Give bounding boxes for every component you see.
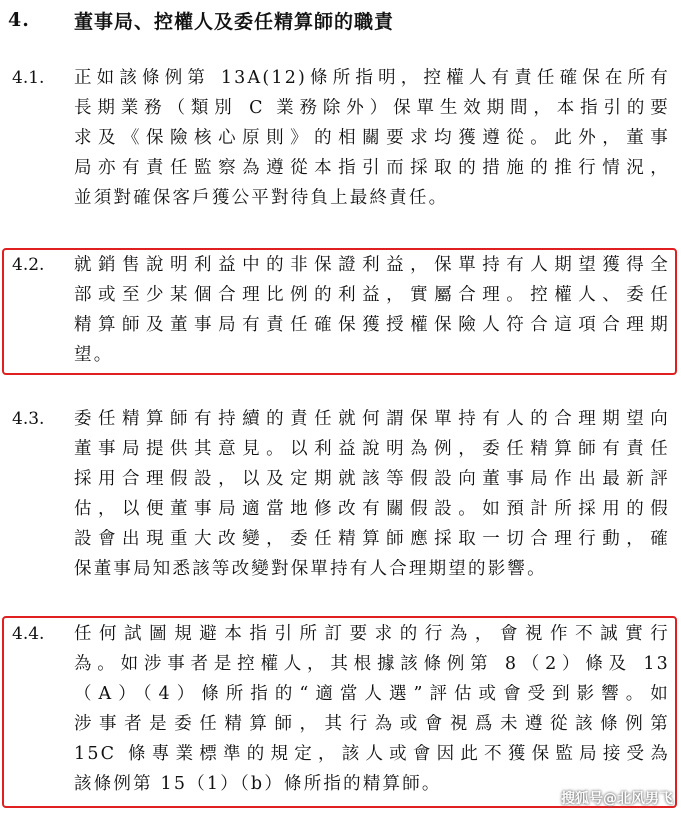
clause-line: 該條例第 15（1）（b）條所指的精算師。 xyxy=(74,774,442,794)
clause-body xyxy=(74,63,670,213)
clause-4-1 xyxy=(8,63,674,215)
clause-line: 委任精算師有持續的責任就何謂保單持有人的合理期望向 xyxy=(74,409,670,429)
clause-line: 為。如涉事者是控權人，其根據該條例第 8（2）條及 13 xyxy=(74,654,670,674)
clause-line: 保董事局知悉該等改變對保單持有人合理期望的影響。 xyxy=(74,559,547,579)
clause-line: 任何試圖規避本指引所訂要求的行為，會視作不誠實行 xyxy=(74,624,670,644)
clause-line: 並須對確保客戶獲公平對待負上最終責任。 xyxy=(74,188,449,208)
clause-number: 4.4. xyxy=(12,624,45,644)
clause-line: 估，以便董事局適當地修改有關假設。如預計所採用的假 xyxy=(74,499,670,519)
clause-line: 設會出現重大改變，委任精算師應採取一切合理行動，確 xyxy=(74,529,670,549)
section-heading xyxy=(8,6,394,34)
clause-line: 求及《保險核心原則》的相關要求均獲遵從。此外，董事 xyxy=(74,128,670,148)
clause-line: 涉事者是委任精算師，其行為或會視爲未遵從該條例第 xyxy=(74,714,670,734)
clause-line: 長期業務（類別 C 業務除外）保單生效期間，本指引的要 xyxy=(74,98,670,118)
clause-line: 採用合理假設，以及定期就該等假設向董事局作出最新評 xyxy=(74,469,670,489)
clause-body xyxy=(74,619,670,799)
clause-number: 4.3. xyxy=(12,409,45,429)
clause-number: 4.1. xyxy=(12,68,45,88)
clause-line: 精算師及董事局有責任確保獲授權保險人符合這項合理期 xyxy=(74,315,670,335)
clause-line: 董事局提供其意見。以利益說明為例，委任精算師有責任 xyxy=(74,439,670,459)
clause-line: 望。 xyxy=(74,345,114,365)
clause-line: 15C 條專業標準的規定，該人或會因此不獲保監局接受為 xyxy=(74,744,670,764)
clause-number: 4.2. xyxy=(12,255,45,275)
clause-line: 局亦有責任監察為遵從本指引而採取的措施的推行情況， xyxy=(74,158,670,178)
clause-line: 部或至少某個合理比例的利益，實屬合理。控權人、委任 xyxy=(74,285,670,305)
watermark-text: 搜狐号@北风男飞 xyxy=(561,791,673,807)
clause-line: 正如該條例第 13A(12)條所指明，控權人有責任確保在所有 xyxy=(74,68,670,88)
heading-title: 董事局、控權人及委任精算師的職責 xyxy=(74,10,395,33)
clause-4-3 xyxy=(8,404,674,586)
clause-4-2 xyxy=(8,250,674,370)
clause-body xyxy=(74,250,670,370)
clause-4-4 xyxy=(8,619,674,801)
clause-line: 就銷售說明利益中的非保證利益，保單持有人期望獲得全 xyxy=(74,255,670,275)
clause-line: （A）（4）條所指的“適當人選”評估或會受到影響。如 xyxy=(74,684,670,704)
clause-body xyxy=(74,404,670,584)
heading-number: 4. xyxy=(8,9,30,31)
